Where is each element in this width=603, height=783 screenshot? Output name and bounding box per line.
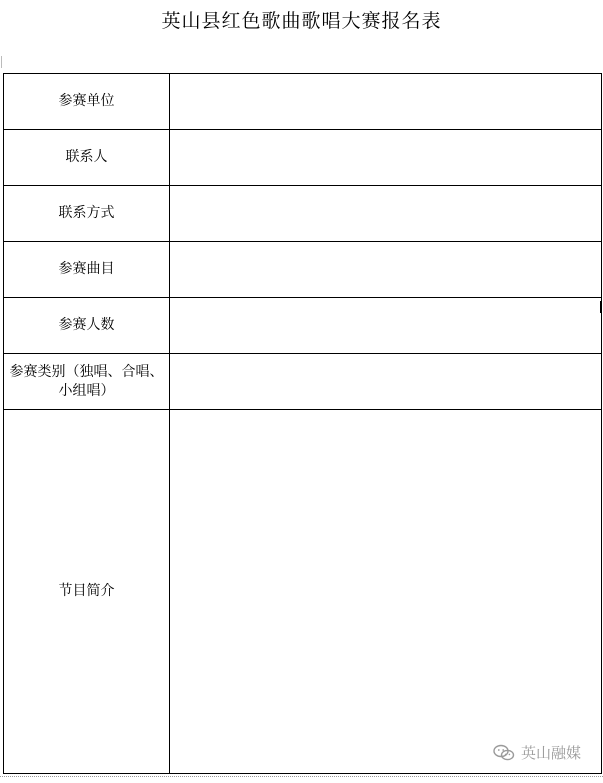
field-song[interactable] [170,242,602,298]
field-category[interactable] [170,354,602,410]
label-category: 参赛类别（独唱、合唱、小组唱） [4,354,170,410]
form-row-participant-count [4,298,602,354]
label-program-intro: 节目简介 [4,410,170,774]
field-participant-count[interactable] [170,298,602,354]
edge-marker [600,301,602,313]
label-contact-info: 联系方式 [4,186,170,242]
label-participant-count: 参赛人数 [4,298,170,354]
form-title: 英山县红色歌曲歌唱大赛报名表 [161,10,442,32]
form-row-song [4,242,602,298]
field-contact-info[interactable] [170,186,602,242]
form-row-program-intro [4,410,602,774]
registration-form-table [3,73,602,774]
label-contact-person: 联系人 [4,130,170,186]
label-participating-unit: 参赛单位 [4,74,170,130]
form-row-contact-info [4,186,602,242]
field-program-intro[interactable] [170,410,602,774]
form-row-unit [4,74,602,130]
field-contact-person[interactable] [170,130,602,186]
watermark-text: 英山融媒 [520,744,581,762]
field-participating-unit[interactable] [170,74,602,130]
label-song: 参赛曲目 [4,242,170,298]
watermark [493,742,581,763]
form-row-category [4,354,602,410]
margin-marker [1,56,2,68]
form-row-contact-person [4,130,602,186]
wechat-icon [493,744,515,762]
